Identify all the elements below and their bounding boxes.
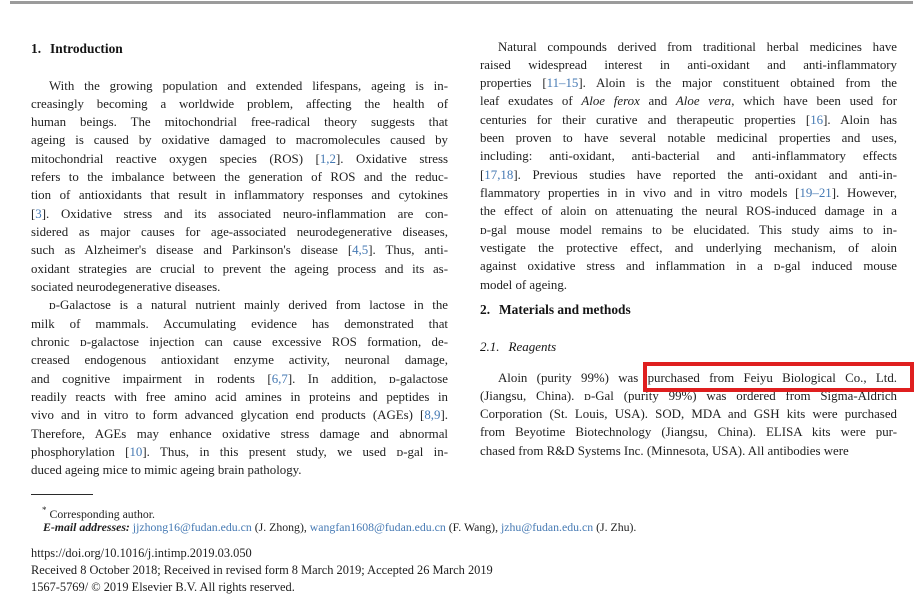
text-line: [3]. Oxidative stress and its associated neuro-inflammation are con- — [31, 206, 448, 221]
text-line: tion of antioxidants that result in inflammatory responses and cytokines — [31, 188, 448, 203]
citation-ref[interactable]: 8,9 — [424, 408, 441, 423]
text-line: Corporation (St. Louis, USA). SOD, MDA and GSH kits were purchased — [480, 407, 897, 422]
text-line: With the growing population and extended lifespans, ageing is in- — [49, 78, 448, 93]
text-line: chased from R&D Systems Inc. (Minnesota, USA). All antibodies were — [480, 443, 849, 458]
text-line: phosphorylation [10]. Thus, in this present study, we used ᴅ-gal in- — [31, 445, 448, 460]
text-line: including: anti-oxidant, anti-bacterial and anti-inflammatory effects — [480, 149, 897, 164]
section-1-heading — [31, 40, 123, 58]
text-line: raised widespread interest in anti-oxidant and anti-inflammatory — [480, 57, 897, 72]
subsection-number: 2.1. — [480, 339, 500, 354]
issn-copyright-line: 1567-5769/ © 2019 Elsevier B.V. All rights reserved. — [31, 579, 295, 594]
text-line: been proven to have several notable medicinal properties and uses, — [480, 131, 897, 146]
section-2-heading — [480, 301, 631, 319]
intro-paragraph-1 — [31, 77, 448, 297]
text-line: mitochondrial reactive oxygen species (ROS) [1,2]. Oxidative stress — [31, 151, 448, 166]
citation-ref[interactable]: 6,7 — [271, 371, 288, 386]
text-line: Aloin (purity 99%) was purchased from Feiyu Biological Co., Ltd. — [498, 370, 898, 385]
footnote-divider — [31, 494, 93, 495]
footnote-asterisk: * — [42, 505, 47, 515]
subsection-title: Reagents — [508, 339, 557, 354]
left-column — [31, 77, 448, 480]
text-line: duced ageing mice to mimic ageing brain pathology. — [31, 463, 302, 478]
section-title: Materials and methods — [499, 302, 631, 317]
text-line: ageing is caused by oxidative damaged to macromolecules caused by — [31, 133, 448, 148]
text-line: properties [11–15]. Aloin is the major constituent obtained from the — [480, 76, 897, 91]
text-line: leaf exudates of Aloe ferox and Aloe vera, which have been used for — [480, 94, 898, 109]
text-line: from Beyotime Biotechnology (Jiangsu, China). ELISA kits were pur- — [480, 425, 897, 440]
citation-ref[interactable]: 10 — [129, 445, 143, 460]
email-link[interactable]: jjzhong16@fudan.edu.cn — [132, 519, 252, 534]
page-header-rule — [10, 1, 913, 4]
text-line: Natural compounds derived from traditional herbal medicines have — [498, 39, 897, 54]
text-line: human beings. The mitochondrial free-radical theory suggests that — [31, 115, 448, 130]
text-line: the effect of aloin on attenuating the neural ROS-induced damage in a — [480, 204, 897, 219]
citation-ref[interactable]: 3 — [35, 206, 42, 221]
text-line: flammatory properties in in vivo and in vitro models [19–21]. However, — [480, 186, 897, 201]
corresponding-author-label: Corresponding author. — [49, 506, 156, 521]
text-line: creased endogenous antioxidant enzyme activity, neuronal damage, — [31, 353, 448, 368]
text-line: (Jiangsu, China). ᴅ-Gal (purity 99%) was ordered from Sigma-Aldrich — [480, 388, 897, 403]
text-line: sidered as major causes for age-associated neurodegenerative diseases, — [31, 225, 448, 240]
text-line: vestigate the protective effect, and underlying mechanism, of aloin — [480, 241, 897, 256]
highlight-red-box: purchased from Feiyu Biological Co., Ltd. — [647, 370, 898, 385]
text-line: vivo and in vitro to form advanced glycation end products (AGEs) [8,9]. — [31, 408, 448, 423]
intro-paragraph-2 — [31, 296, 448, 479]
intro-paragraph-3 — [480, 38, 897, 295]
email-link[interactable]: jzhu@fudan.edu.cn — [501, 519, 594, 534]
text-line: model of ageing. — [480, 277, 567, 292]
citation-ref[interactable]: 4,5 — [352, 243, 369, 258]
citation-ref[interactable]: 17,18 — [484, 167, 514, 182]
text-line: and cognitive impairment in rodents [6,7]. In addition, ᴅ-galactose — [31, 371, 448, 386]
section-number: 1. — [31, 41, 42, 56]
email-link[interactable]: wangfan1608@fudan.edu.cn — [309, 519, 446, 534]
citation-ref[interactable]: 11–15 — [546, 76, 579, 91]
text-line: such as Alzheimer's disease and Parkinson's disease [4,5]. Thus, anti- — [31, 243, 448, 258]
text-line: Therefore, AGEs may enhance oxidative stress damage and abnormal — [31, 426, 448, 441]
citation-ref[interactable]: 19–21 — [799, 186, 832, 201]
text-line: refers to the imbalance between the generation of ROS and the reduc- — [31, 170, 448, 185]
text-line: ᴅ-Galactose is a natural nutrient mainly derived from lactose in the — [49, 298, 448, 313]
right-column-reagents — [480, 369, 897, 461]
text-line: against oxidative stress and inflammation in a ᴅ-gal induced mouse — [480, 259, 897, 274]
right-column-top — [480, 38, 897, 295]
citation-ref[interactable]: 1,2 — [319, 151, 336, 166]
text-line: sociated neurodegenerative diseases. — [31, 280, 221, 295]
received-dates-line: Received 8 October 2018; Received in revised form 8 March 2019; Accepted 26 March 2019 — [31, 563, 493, 577]
text-line: centuries for their curative and therapeutic properties [16]. Aloin has — [480, 112, 897, 127]
reagents-paragraph — [480, 369, 897, 461]
text-line: oxidant strategies are crucial to prevent the ageing process and its as- — [31, 261, 448, 276]
section-number: 2. — [480, 302, 491, 317]
text-line: [17,18]. Previous studies have reported the anti-oxidant and anti-in- — [480, 167, 897, 182]
citation-ref[interactable]: 16 — [810, 112, 824, 127]
text-line: creasingly becoming a worldwide problem, affecting the health of — [31, 96, 448, 111]
text-line: chronic ᴅ-galactose injection can cause excessive ROS formation, de- — [31, 335, 448, 350]
text-line: milk of mammals. Accumulating evidence has demonstrated that — [31, 316, 448, 331]
email-addresses-line: E-mail addresses: jjzhong16@fudan.edu.cn (J. Zhong), wangfan1608@fudan.edu.cn (F. Wang), jzhu@fudan.edu.cn (J. Zhu). — [43, 519, 637, 534]
text-line: readily reacts with free amino acid amines in proteins and peptides in — [31, 390, 448, 405]
section-title: Introduction — [50, 41, 123, 56]
text-line: ᴅ-gal mouse model remains to be elucidated. This study aims to in- — [480, 222, 897, 237]
section-2-1-heading — [480, 338, 556, 356]
doi-link[interactable]: https://doi.org/10.1016/j.intimp.2019.03.050 — [31, 545, 252, 560]
